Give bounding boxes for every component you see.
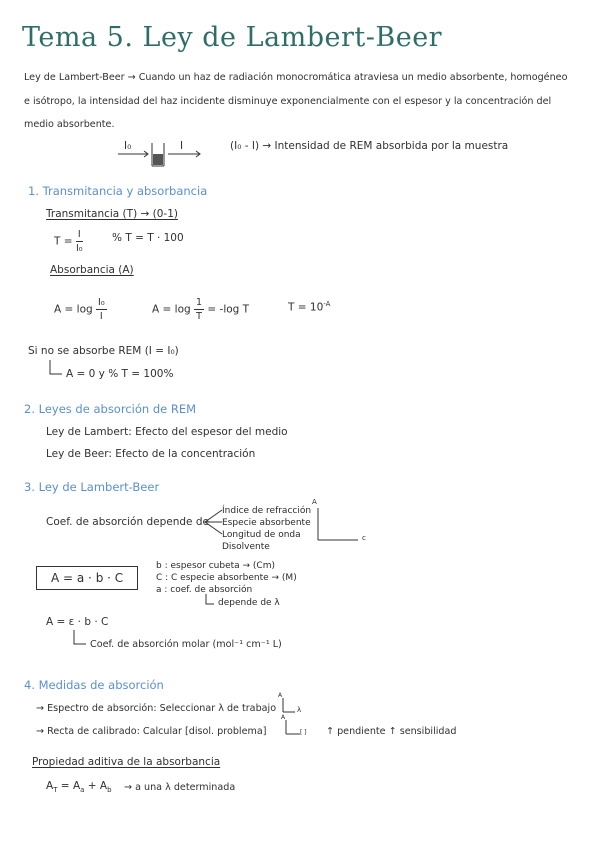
molar-coef-label: Coef. de absorción molar (mol⁻¹ cm⁻¹ L) [90,639,282,650]
additive-property-formula: $A_T = A_a + A_b$ [46,780,112,795]
molar-formula: A = ε · b · C [46,616,109,628]
absorbance-formula-2: A = log $\frac{1}{T}$ = -log T [152,297,250,322]
absorbancia-label: Absorbancia (A) [50,264,134,276]
coef-absorption-depends: Coef. de absorción depende de [46,516,209,528]
section-2-heading: 2. Leyes de absorción de REM [24,402,197,416]
absorbed-intensity-note: (I₀ - I) → Intensidad de REM absorbida por la muestra [230,140,509,152]
dependency-item: Disolvente [222,542,270,552]
page-title: Tema 5. Ley de Lambert-Beer [22,22,443,53]
intro-line-3: medio absorbente. [24,119,115,130]
slope-sensitivity-note: ↑ pendiente ↑ sensibilidad [326,726,457,737]
graph-x-label: c [362,534,366,542]
additive-property-heading: Propiedad aditiva de la absorbancia [32,756,221,768]
calibration-axis-y: A [281,714,286,721]
def-b: b : espesor cubeta → (Cm) [156,561,275,571]
absorbance-formula-3: $T = 10^{-A}$ [288,300,331,314]
section-1-heading: 1. Transmitancia y absorbancia [28,184,208,198]
section-4-heading: 4. Medidas de absorción [24,678,164,692]
def-c: C : C especie absorbente → (M) [156,573,297,583]
absorbance-formula-1: A = log $\frac{\text{I₀}}{I}$ [54,297,105,322]
intro-line-1: Ley de Lambert-Beer → Cuando un haz de radiación monocromática atraviesa un medio absorbente, homogéneo [24,72,568,83]
calibration-item: → Recta de calibrado: Calcular [disol. problema] [36,726,267,737]
dependency-item: Índice de refracción [222,506,312,516]
section-3-heading: 3. Ley de Lambert-Beer [24,480,160,494]
dependency-item: Longitud de onda [222,530,301,540]
percent-transmittance: % T = T · 100 [112,232,184,244]
calibration-axis-x: [ ] [300,729,307,736]
additive-property-note: → a una λ determinada [124,782,236,793]
lambert-beer-formula-box: A = a · b · C [36,566,138,590]
graph-y-label: A [312,498,317,506]
def-a-depends-lambda: depende de λ [218,598,280,608]
spectrum-axis-y: A [278,692,283,699]
ley-lambert: Ley de Lambert: Efecto del espesor del medio [46,426,288,438]
diagram-i-label: I [180,140,184,152]
def-a: a : coef. de absorción [156,585,253,595]
no-absorption-note: Si no se absorbe REM (I = I₀) [28,345,179,357]
ley-beer: Ley de Beer: Efecto de la concentración [46,448,256,460]
spectrum-axis-x: λ [297,706,302,714]
dependency-item: Especie absorbente [222,518,311,528]
intro-line-2: e isótropo, la intensidad del haz incidente disminuye exponencialmente con el espesor y la concentración del [24,96,552,107]
spectrum-item: → Espectro de absorción: Seleccionar λ de trabajo [36,703,277,714]
transmitancia-label: Transmitancia (T) → (0-1) [46,208,178,220]
no-absorption-result: A = 0 y % T = 100% [66,368,174,380]
transmittance-formula: T = $\frac{I}{\text{I₀}}$ [54,229,83,254]
diagram-i0-label: I₀ [124,140,132,152]
